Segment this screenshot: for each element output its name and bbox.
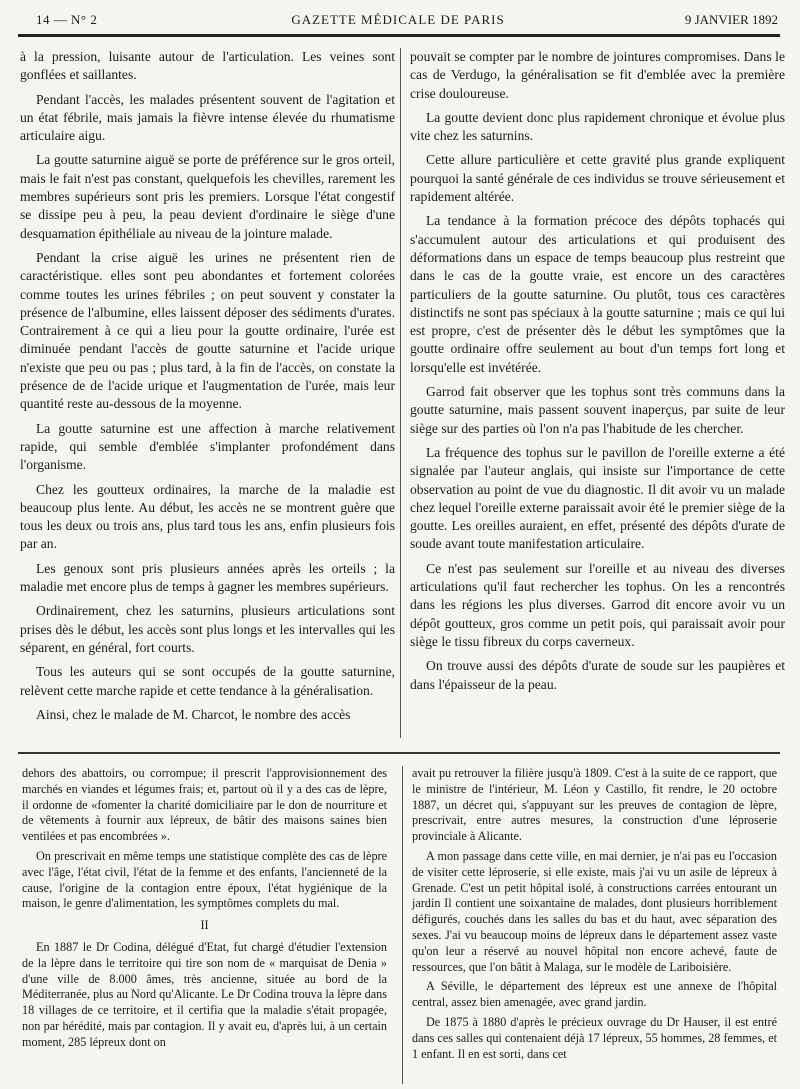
paragraph: Les genoux sont pris plusieurs années après les orteils ; la maladie met encore plus de temps à gagner les membres supérieurs. <box>20 560 395 595</box>
paragraph: Garrod fait observer que les tophus sont très communs dans la goutte saturnine, mais passent souvent inaperçus, par suite de leur siège sur des parties où l'on n'a pas l'habitude de les chercher. <box>410 384 785 436</box>
header-rule <box>18 34 780 37</box>
paragraph: La goutte devient donc plus rapidement chronique et évolue plus vite chez les saturnins. <box>410 109 785 144</box>
paragraph: Ordinairement, chez les saturnins, plusieurs articulations sont prises dès le début, les accès sont plus longs et les intervalles qui les séparent, en général, fort courts. <box>20 603 395 655</box>
paragraph: En 1887 le Dr Codina, délégué d'Etat, fut chargé d'étudier l'extension de la lèpre dans le territoire qui tire son nom de « marquisat de Denia » d'une ville de 8.000 âmes, très ancienne, située au bord de la Méditerranée, plus au Nord qu'Alicante. Le Dr Codina trouva la lèpre dans 18 villages de ce territoire, et il certifia que la maladie s'était propagée, non par hérédité, mais par contagion. Il y avait eu, d'après lui, à un certain moment, 285 lépreux dont on <box>22 939 387 1049</box>
paragraph: dehors des abattoirs, ou corrompue; il prescrit l'approvisionnement des marchés en viandes et légumes frais; et, partout où il y a des cas de lèpre, il ordonne de «fomenter la charité domiciliaire par le don de nourriture et de vêtements à fournir aux lépreux, de bâtir des maisons saines bien ventilées et pas encombrées ». <box>22 766 387 844</box>
paragraph: On prescrivait en même temps une statistique complète des cas de lèpre avec l'âge, l'état civil, l'état de la femme et des enfants, l'ancienneté de la cause, l'origine de la contagion entre époux, l'état hygiénique de la maison, le genre d'alimentation, les symptômes complets du mal. <box>22 848 387 911</box>
feuilleton-column-right <box>412 766 777 1066</box>
paragraph: A Séville, le département des lépreux est une annexe de l'hôpital central, assez bien amenagée, avec grand jardin. <box>412 979 777 1010</box>
paragraph: Cette allure particulière et cette gravité plus grande expliquent pourquoi la santé générale de ces individus se trouve sérieusement et rapidement altérée. <box>410 152 785 205</box>
page-header <box>18 6 778 28</box>
paragraph: Chez les goutteux ordinaires, la marche de la maladie est beaucoup plus lente. Au début, les accès ne se montrent guère que tous les deux ou trois ans, plus tard tous les ans, enfin plusieurs fois par an. <box>20 481 395 552</box>
article-column-left <box>20 48 395 730</box>
feuilleton-column-left <box>22 766 387 1055</box>
paragraph: On trouve aussi des dépôts d'urate de soude sur les paupières et dans l'épaisseur de la peau. <box>410 658 785 692</box>
paragraph: Ce n'est pas seulement sur l'oreille et au niveau des diverses articulations qu'il faut rechercher les tophus. On les a rencontrés dans les régions les plus diverses. Garrod dit encore avoir vu un dépôt goutteux, gros comme un petit pois, qui paraissait avoir pour siège le tissu fibreux du corps caverneux. <box>410 560 785 649</box>
paragraph: Tous les auteurs qui se sont occupés de la goutte saturnine, relèvent cette marche rapide et cette tendance à la généralisation. <box>20 664 395 698</box>
section-number: II <box>200 918 209 933</box>
paragraph: La goutte saturnine est une affection à marche relativement rapide, qui semble d'emblée s'implanter profondément dans l'organisme. <box>20 420 395 473</box>
paragraph: avait pu retrouver la filière jusqu'à 1809. C'est à la suite de ce rapport, que le ministre de l'intérieur, M. Léon y Castillo, fit rendre, le 20 octobre 1887, un décret qui, s'appuyant sur les preuves de contagion de lèpre, prescrivait, entre autres mesures, la construction d'une léproserie provinciale à Alicante. <box>412 766 777 844</box>
paragraph: La goutte saturnine aiguë se porte de préférence sur le gros orteil, mais le fait n'est pas constant, quelquefois les chevilles, rarement les membres supérieurs sont pris les premiers. Lorsque l'état congestif se dissipe peu à peu, la peau devient d'ordinaire le siège d'une desquamation épithéliale au niveau de la jointure malade. <box>20 152 395 241</box>
issue-date: 9 JANVIER 1892 <box>684 12 778 27</box>
paragraph: Pendant l'accès, les malades présentent souvent de l'agitation et un état fébrile, mais jamais la fièvre intense élevée du rhumatisme articulaire aigu. <box>20 91 395 144</box>
feuilleton-divider <box>402 766 403 1084</box>
paragraph: De 1875 à 1880 d'après le précieux ouvrage du Dr Hauser, il est entré dans ces salles qui contenaient déjà 17 lépreux, 55 hommes, 28 femmes, et 1 enfant. Il en est sorti, dans cet <box>412 1014 777 1061</box>
paragraph: A mon passage dans cette ville, en mai dernier, je n'ai pas eu l'occasion de visiter cette léproserie, si elle existe, mais j'ai vu un asile de lépreux à Grenade. C'est un petit hôpital isolé, à constructions carrées entourant un jardin Il contient une soixantaine de malades, dont plusieurs horriblement défigurés, couchés dans les salles du bas et du haut, avec séparation des sexes. J'ai vu beaucoup moins de lépreux dans le département assez vaste qu'on leur a réservé au nouvel hôpital non encore achevé, faute de ressources, que l'on bâtit à Malaga, sur le modèle de Lariboisière. <box>412 848 777 974</box>
feuilleton-rule <box>18 752 780 754</box>
article-column-right <box>410 48 785 700</box>
journal-title: GAZETTE MÉDICALE DE PARIS <box>291 12 505 27</box>
paragraph: Ainsi, chez le malade de M. Charcot, le nombre des accès <box>36 706 351 722</box>
paragraph: La tendance à la formation précoce des dépôts tophacés qui s'accumulent autour des articulations et qui produisent des déformations dans un espace de temps beaucoup plus restreint que dans le cas de la goutte vraie, est encore un des caractères particuliers de la goutte saturnine. Ou plutôt, tous ces caractères distinctifs ne sont pas spéciaux à la goutte saturnine ; mais ce qui lui est propre, c'est de présenter dès le début les symptômes que la goutte ordinaire offre seulement au bout d'un temps fort long et lorsqu'elle est invétérée. <box>410 213 785 375</box>
paragraph: pouvait se compter par le nombre de jointures compromises. Dans le cas de Verdugo, la généralisation se fit d'emblée avec la première crise douloureuse. <box>410 49 785 101</box>
page-number: 14 — N° 2 <box>36 12 98 27</box>
paragraph: La fréquence des tophus sur le pavillon de l'oreille externe a été signalée par l'auteur anglais, qui insiste sur l'importance de cette observation au point de vue du diagnostic. Il dit avoir vu un malade chez lequel l'oreille externe paraissait avoir été le premier siège de la goutte. Les oreilles auraient, en effet, présenté des dépôts d'urate de soude avant toute manifestation articulaire. <box>410 444 785 552</box>
paragraph: Pendant la crise aiguë les urines ne présentent rien de caractéristique. elles sont peu abondantes et fortement colorées comme toutes les urines fébriles ; on peut souvent y constater la présence de l'albumine, elles laissent déposer des sédiments d'urates. Contrairement à ce qui a lieu pour la goutte ordinaire, l'urée est diminuée pendant l'accès de goutte saturnine et l'acide urique n'existe que peu ou pas ; plus tard, à la fin de l'accès, on constate la présence de de l'acide urique et l'augmentation de l'urée, mais leur quantité reste au-dessous de la moyenne. <box>20 249 395 412</box>
column-divider <box>400 48 401 738</box>
paragraph: à la pression, luisante autour de l'articulation. Les veines sont gonflées et saillantes. <box>20 49 395 83</box>
